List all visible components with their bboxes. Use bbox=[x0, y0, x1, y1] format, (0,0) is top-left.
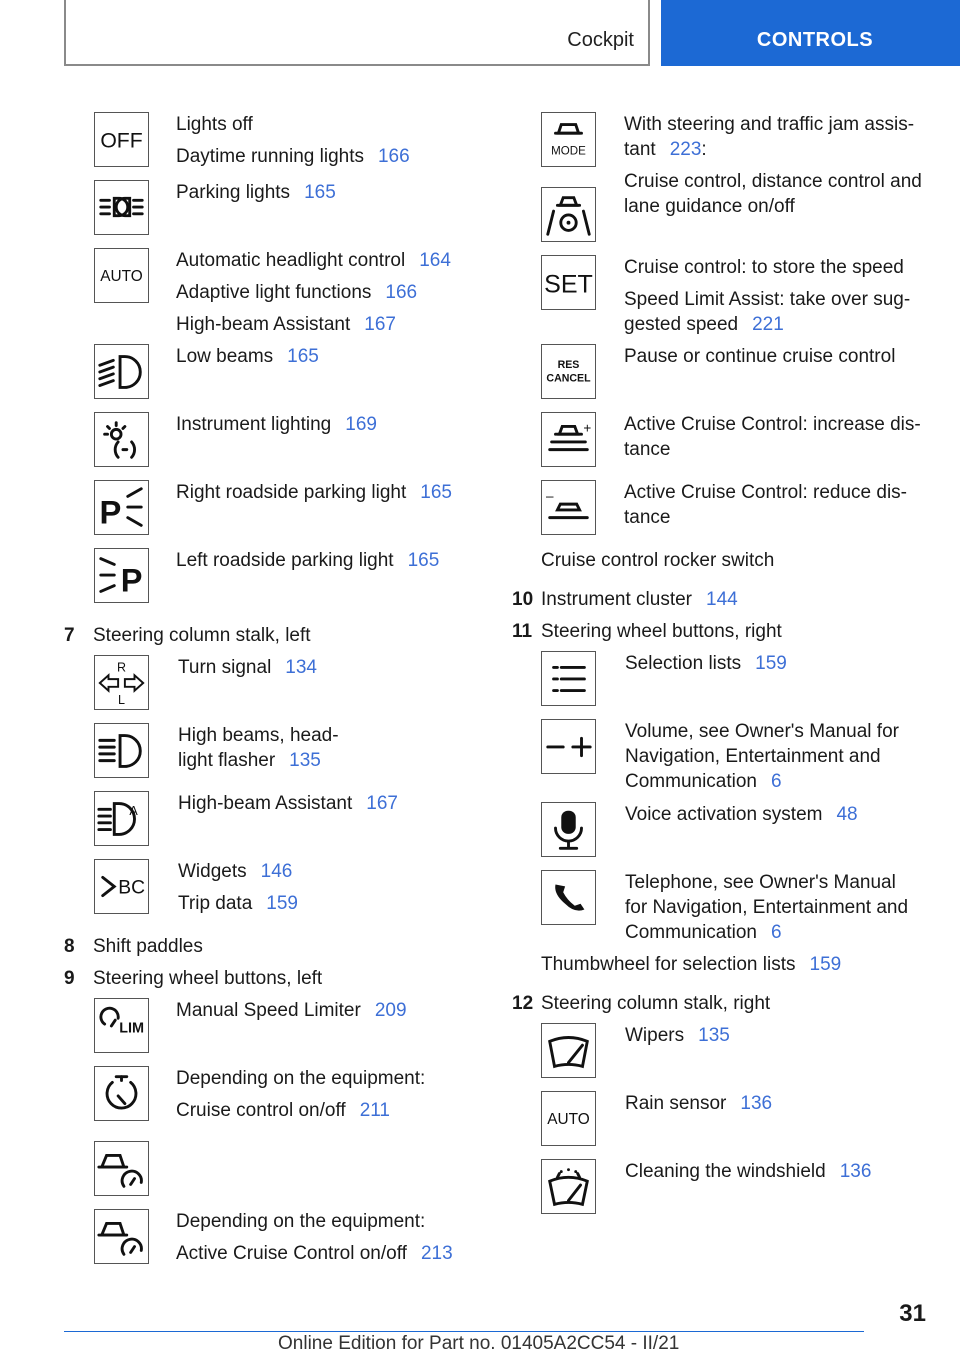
res-icon bbox=[541, 344, 596, 399]
page-reference-link[interactable]: 223 bbox=[669, 139, 702, 160]
volume-icon-graphic bbox=[542, 720, 595, 773]
entry-label: Cleaning the windshield bbox=[625, 1161, 826, 1182]
acc-icon bbox=[94, 1141, 149, 1196]
cruise-icon-graphic bbox=[95, 1067, 148, 1120]
entry-text bbox=[178, 791, 398, 816]
entry-text bbox=[93, 966, 322, 991]
entry-label: Steering wheel buttons, right bbox=[541, 621, 782, 642]
entry-text bbox=[625, 744, 881, 769]
entry-label: Right roadside parking light bbox=[176, 482, 407, 503]
entry-label: Navigation, Entertainment and bbox=[625, 746, 881, 767]
svg-text:+: + bbox=[583, 420, 592, 436]
entry-label: lane guidance on/off bbox=[624, 196, 795, 217]
entry-label: Turn signal bbox=[178, 657, 272, 678]
washer-icon bbox=[541, 1159, 596, 1214]
page-reference-link[interactable]: 159 bbox=[266, 893, 298, 914]
lim-icon bbox=[94, 998, 149, 1053]
dist-minus-icon-graphic bbox=[542, 481, 595, 534]
entry-label: Selection lists bbox=[625, 653, 742, 674]
low-beams-icon-graphic bbox=[95, 345, 148, 398]
entry-text bbox=[178, 655, 317, 680]
svg-text:CANCEL: CANCEL bbox=[546, 372, 591, 385]
entry-label: Adaptive light functions bbox=[176, 282, 372, 303]
auto-icon bbox=[94, 248, 149, 303]
header-section-title: Cockpit bbox=[567, 29, 634, 51]
svg-text:BC: BC bbox=[118, 877, 146, 899]
entry-text bbox=[178, 723, 339, 748]
entry-text bbox=[625, 895, 908, 920]
entry-label: gested speed bbox=[624, 314, 739, 335]
svg-text:MODE: MODE bbox=[551, 145, 586, 158]
washer-icon-graphic bbox=[542, 1160, 595, 1213]
entry-text bbox=[624, 412, 921, 437]
svg-text:OFF: OFF bbox=[100, 129, 143, 153]
entry-label: Thumbwheel for selection lists bbox=[541, 954, 796, 975]
bc-icon bbox=[94, 859, 149, 914]
entry-text bbox=[541, 548, 774, 573]
off-icon bbox=[94, 112, 149, 167]
entry-label: Speed Limit Assist: take over sug- bbox=[624, 289, 911, 310]
entry-text bbox=[541, 991, 770, 1016]
page-reference-link[interactable]: 213 bbox=[420, 1243, 453, 1264]
page-reference-link[interactable]: 221 bbox=[752, 314, 784, 335]
entry-text bbox=[624, 287, 910, 312]
high-beam-assistant-icon-graphic bbox=[95, 792, 148, 845]
entry-label: tance bbox=[624, 507, 671, 528]
entry-label: Voice activation system bbox=[625, 804, 823, 825]
list-icon bbox=[541, 651, 596, 706]
entry-label: tant bbox=[624, 139, 656, 160]
parking-lights-icon bbox=[94, 180, 149, 235]
entry-label: Widgets bbox=[178, 861, 247, 882]
entry-label: Communication bbox=[625, 771, 757, 792]
entry-label: Steering column stalk, left bbox=[93, 625, 311, 646]
auto-icon-graphic bbox=[542, 1092, 595, 1145]
svg-text:RES: RES bbox=[557, 359, 580, 372]
item-number: 10 bbox=[512, 589, 534, 610]
page-reference-link[interactable]: 165 bbox=[407, 550, 440, 571]
item-number: 9 bbox=[64, 968, 75, 989]
page-reference-link[interactable]: 135 bbox=[698, 1025, 730, 1046]
entry-label: With steering and traffic jam assis- bbox=[624, 114, 915, 135]
entry-label: Pause or continue cruise control bbox=[624, 346, 896, 367]
left-parking-icon bbox=[94, 548, 149, 603]
entry-text bbox=[624, 112, 914, 137]
header-chapter-box bbox=[661, 0, 960, 66]
entry-label: High-beam Assistant bbox=[176, 314, 351, 335]
entry-text bbox=[625, 870, 896, 895]
page-reference-link[interactable]: 166 bbox=[377, 146, 410, 167]
lane-icon bbox=[541, 187, 596, 242]
entry-label: Parking lights bbox=[176, 182, 291, 203]
item-number: 11 bbox=[512, 621, 533, 642]
entry-label: Communication bbox=[625, 922, 757, 943]
auto-icon bbox=[541, 1091, 596, 1146]
volume-icon bbox=[541, 719, 596, 774]
turn-signal-icon bbox=[94, 655, 149, 710]
entry-label: Automatic headlight control bbox=[176, 250, 406, 271]
entry-label: tance bbox=[624, 439, 671, 460]
svg-text:A: A bbox=[129, 804, 138, 819]
entry-text bbox=[624, 480, 907, 505]
entry-text bbox=[176, 112, 253, 137]
entry-label: Left roadside parking light bbox=[176, 550, 394, 571]
svg-text:AUTO: AUTO bbox=[100, 267, 143, 285]
entry-text bbox=[625, 1091, 772, 1116]
mic-icon-graphic bbox=[542, 803, 595, 856]
dist-plus-icon bbox=[541, 412, 596, 467]
entry-text bbox=[176, 312, 396, 337]
acc-icon-graphic bbox=[95, 1210, 148, 1263]
acc-icon-graphic bbox=[95, 1142, 148, 1195]
page-reference-link[interactable]: 167 bbox=[364, 314, 396, 335]
entry-label: Daytime running lights bbox=[176, 146, 364, 167]
footer-edition: Online Edition for Part no. 01405A2CC54 - II/21 bbox=[278, 1333, 680, 1354]
page-reference-link[interactable]: 136 bbox=[740, 1093, 773, 1114]
item-number: 8 bbox=[64, 936, 75, 957]
page-reference-link[interactable]: 144 bbox=[706, 589, 738, 610]
svg-text:L: L bbox=[118, 693, 125, 708]
mode-icon bbox=[541, 112, 596, 167]
entry-label: Instrument cluster bbox=[541, 589, 692, 610]
entry-text bbox=[176, 280, 417, 305]
svg-text:SET: SET bbox=[544, 270, 593, 299]
page-reference-link[interactable]: 135 bbox=[289, 750, 321, 771]
dist-minus-icon bbox=[541, 480, 596, 535]
entry-text bbox=[176, 1098, 390, 1123]
entry-text bbox=[624, 344, 895, 369]
entry-label: Steering column stalk, right bbox=[541, 993, 771, 1014]
entry-text bbox=[625, 651, 787, 676]
entry-label: Volume, see Owner's Manual for bbox=[625, 721, 899, 742]
entry-label: for Navigation, Entertainment and bbox=[625, 897, 909, 918]
entry-label: Low beams bbox=[176, 346, 274, 367]
right-parking-icon bbox=[94, 480, 149, 535]
high-beam-assistant-icon bbox=[94, 791, 149, 846]
entry-text bbox=[625, 719, 899, 744]
entry-text bbox=[624, 505, 670, 530]
entry-text bbox=[176, 548, 439, 573]
page-reference-link[interactable]: 159 bbox=[755, 653, 787, 674]
page-reference-link[interactable]: 165 bbox=[304, 182, 336, 203]
dist-plus-icon-graphic bbox=[542, 413, 595, 466]
entry-text bbox=[624, 137, 707, 162]
svg-text:P: P bbox=[99, 493, 122, 531]
lane-icon-graphic bbox=[542, 188, 595, 241]
entry-text bbox=[176, 998, 407, 1023]
off-icon-graphic bbox=[95, 113, 148, 166]
wipers-icon bbox=[541, 1023, 596, 1078]
right-parking-icon-graphic bbox=[95, 481, 148, 534]
entry-text bbox=[624, 312, 784, 337]
acc-icon bbox=[94, 1209, 149, 1264]
entry-label: Lights off bbox=[176, 114, 253, 135]
auto-icon-graphic bbox=[95, 249, 148, 302]
wipers-icon-graphic bbox=[542, 1024, 595, 1077]
header-section-box bbox=[64, 0, 650, 66]
page-reference-link[interactable]: 159 bbox=[809, 954, 842, 975]
entry-label: Telephone, see Owner's Manual bbox=[625, 872, 896, 893]
page-reference-link[interactable]: 6 bbox=[771, 922, 782, 943]
svg-text:R: R bbox=[116, 660, 127, 675]
header-chapter-title: CONTROLS bbox=[756, 29, 874, 51]
entry-text bbox=[624, 255, 904, 280]
entry-label: Steering wheel buttons, left bbox=[93, 968, 323, 989]
entry-text bbox=[176, 1066, 425, 1091]
entry-label: Trip data bbox=[178, 893, 253, 914]
page-reference-link[interactable]: 134 bbox=[285, 657, 317, 678]
entry-text bbox=[624, 194, 795, 219]
entry-label: Cruise control rocker switch bbox=[541, 550, 775, 571]
turn-signal-icon-graphic bbox=[95, 656, 148, 709]
page-reference-link[interactable]: 165 bbox=[287, 346, 319, 367]
entry-text bbox=[624, 437, 670, 462]
entry-label: Instrument lighting bbox=[176, 414, 332, 435]
entry-label: Depending on the equipment: bbox=[176, 1211, 426, 1232]
set-icon bbox=[541, 255, 596, 310]
entry-text bbox=[178, 891, 298, 916]
entry-label: Rain sensor bbox=[625, 1093, 727, 1114]
res-icon-graphic bbox=[542, 345, 595, 398]
high-beams-icon-graphic bbox=[95, 724, 148, 777]
entry-text bbox=[541, 587, 738, 612]
cruise-icon bbox=[94, 1066, 149, 1121]
entry-text bbox=[624, 169, 922, 194]
entry-text bbox=[178, 748, 321, 773]
item-number: 12 bbox=[512, 993, 534, 1014]
parking-lights-icon-graphic bbox=[95, 181, 148, 234]
entry-suffix: : bbox=[701, 139, 707, 160]
entry-label: Active Cruise Control: reduce dis- bbox=[624, 482, 907, 503]
entry-text bbox=[176, 144, 410, 169]
page-reference-link[interactable]: 146 bbox=[260, 861, 293, 882]
entry-label: Shift paddles bbox=[93, 936, 203, 957]
entry-text bbox=[176, 412, 377, 437]
mic-icon bbox=[541, 802, 596, 857]
page-number: 31 bbox=[899, 1300, 926, 1327]
bc-icon-graphic bbox=[95, 860, 148, 913]
entry-text bbox=[625, 769, 782, 794]
high-beams-icon bbox=[94, 723, 149, 778]
mode-icon-graphic bbox=[542, 113, 595, 166]
entry-text bbox=[176, 248, 451, 273]
entry-text bbox=[625, 1159, 871, 1184]
entry-text bbox=[541, 619, 782, 644]
entry-text bbox=[625, 920, 782, 945]
entry-label: Cruise control: to store the speed bbox=[624, 257, 904, 278]
entry-text bbox=[176, 344, 319, 369]
entry-text bbox=[541, 952, 841, 977]
entry-label: High-beam Assistant bbox=[178, 793, 353, 814]
entry-text bbox=[93, 623, 311, 648]
page-reference-link[interactable]: 167 bbox=[366, 793, 398, 814]
svg-text:AUTO: AUTO bbox=[547, 1110, 590, 1128]
svg-text:–: – bbox=[545, 488, 554, 504]
low-beams-icon bbox=[94, 344, 149, 399]
entry-label: light flasher bbox=[178, 750, 276, 771]
instrument-lighting-icon bbox=[94, 412, 149, 467]
page-reference-link[interactable]: 164 bbox=[419, 250, 451, 271]
entry-label: Wipers bbox=[625, 1025, 685, 1046]
entry-text bbox=[176, 1209, 425, 1234]
entry-label: Cruise control on/off bbox=[176, 1100, 346, 1121]
page-reference-link[interactable]: 136 bbox=[839, 1161, 872, 1182]
item-number: 7 bbox=[64, 625, 75, 646]
entry-label: Cruise control, distance control and bbox=[624, 171, 922, 192]
left-parking-icon-graphic bbox=[95, 549, 148, 602]
entry-text bbox=[178, 859, 292, 884]
page-reference-link[interactable]: 209 bbox=[374, 1000, 407, 1021]
set-icon-graphic bbox=[542, 256, 595, 309]
page-reference-link[interactable]: 165 bbox=[420, 482, 452, 503]
entry-label: Depending on the equipment: bbox=[176, 1068, 426, 1089]
lim-icon-graphic bbox=[95, 999, 148, 1052]
entry-text bbox=[625, 1023, 730, 1048]
page-reference-link[interactable]: 6 bbox=[771, 771, 782, 792]
list-icon-graphic bbox=[542, 652, 595, 705]
entry-text bbox=[176, 480, 452, 505]
page-reference-link[interactable]: 169 bbox=[345, 414, 377, 435]
phone-icon bbox=[541, 870, 596, 925]
entry-text bbox=[93, 934, 203, 959]
page-reference-link[interactable]: 48 bbox=[836, 804, 858, 825]
entry-label: Active Cruise Control: increase dis- bbox=[624, 414, 921, 435]
entry-label: High beams, head- bbox=[178, 725, 339, 746]
entry-label: Manual Speed Limiter bbox=[176, 1000, 361, 1021]
footer-divider bbox=[64, 1331, 864, 1332]
instrument-lighting-icon-graphic bbox=[95, 413, 148, 466]
page-reference-link[interactable]: 166 bbox=[385, 282, 418, 303]
svg-text:LIM: LIM bbox=[119, 1020, 145, 1037]
entry-label: Active Cruise Control on/off bbox=[176, 1243, 407, 1264]
svg-text:P: P bbox=[120, 561, 143, 599]
entry-text bbox=[176, 180, 336, 205]
entry-text bbox=[176, 1241, 453, 1266]
phone-icon-graphic bbox=[542, 871, 595, 924]
page-reference-link[interactable]: 211 bbox=[359, 1100, 390, 1121]
entry-text bbox=[625, 802, 858, 827]
